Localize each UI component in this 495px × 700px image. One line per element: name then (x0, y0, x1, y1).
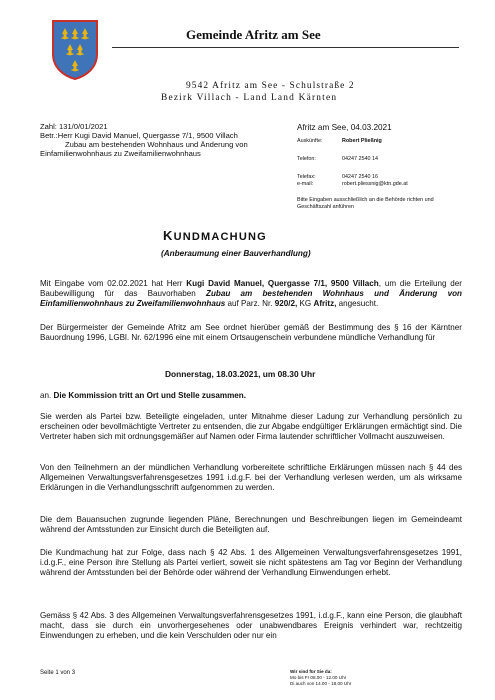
text: auf Parz. Nr. (225, 299, 275, 308)
subject-line-3: Einfamilienwohnhaus zu Zweifamilienwohnhaus (40, 149, 201, 158)
heading-initial: K (163, 228, 174, 243)
contact-label: Telefax: (297, 174, 316, 180)
office-hours-weekdays: Mo bis Fr 08.00 - 12.00 Uhr (290, 675, 347, 680)
office-hours (290, 669, 351, 687)
district-line: Bezirk Villach - Land Land Kärnten (161, 93, 338, 103)
contact-value: 04247 2540 14 (342, 156, 378, 162)
paragraph-consequence: Die Kundmachung hat zur Folge, dass nach § 42 Abs. 1 des Allgemeinen Verwaltungsverfahrensgesetzes 1991, i.d.g.F., eine Person ihre Stellung als Partei verliert, soweit sie nicht spätestens am Tag vor Beginn der Verhandlung während der Amtsstunden bei der Behörde oder während der Verhandlung Einwendungen erhebt. (40, 548, 462, 577)
text: , um die Erteilung der Baubewilligung für das Bauvorhaben (40, 279, 463, 298)
paragraph-application (40, 279, 462, 309)
municipal-crest-icon (52, 20, 98, 80)
subject-block (40, 131, 292, 158)
municipality-title: Gemeinde Afritz am See (186, 27, 321, 42)
subject-line-1: Betr.:Herr Kugi David Manuel, Quergasse 7/1, 9500 Villach (40, 131, 238, 140)
commission-notice: Die Kommission tritt an Ort und Stelle zusammen. (53, 391, 246, 400)
reference-number: Zahl: 131/0/01/2021 (40, 122, 108, 131)
document-subheading: (Anberaumung einer Bauverhandlung) (161, 249, 311, 258)
place-date: Afritz am See, 04.03.2021 (297, 123, 392, 132)
heading-rest: UNDMACHUNG (173, 231, 267, 243)
header-rule (112, 47, 459, 48)
paragraph-invitation: Sie werden als Partei bzw. Beteiligte eingeladen, unter Mitnahme dieser Ladung zur Verhandlung persönlich zu erscheinen oder bevollmächtigte Vertreter zu entsenden, die zur Abgabe endgültiger Erklärungen ermächtigt sind. Die Vertreter haben sich mit ordnungsgemäßer auf Namen oder Firma lautender schriftlicher Vollmacht auszuweisen. (40, 412, 462, 441)
subject-line-2: Zubau am bestehenden Wohnhaus und Änderung von (65, 140, 248, 149)
contact-label: e-mail: (297, 181, 314, 187)
page-number: Seite 1 von 3 (40, 670, 76, 676)
text: KG (297, 299, 314, 308)
office-hours-title: Wir sind für Sie da: (290, 669, 332, 674)
contact-label: Auskünfte: (297, 138, 323, 144)
text: angesucht. (336, 299, 379, 308)
address-line: 9542 Afritz am See - Schulstraße 2 (186, 81, 355, 91)
contact-value: Robert Pließnig (342, 138, 382, 144)
submission-note: Bitte Eingaben ausschließlich an die Behörde richten und Geschäftszahl anführen (297, 197, 434, 210)
contact-value: 04247 2540 16 (342, 174, 378, 180)
office-hours-tuesday: Di auch von 14.00 - 18.00 Uhr (290, 681, 352, 686)
cadastral-community: Afritz, (313, 299, 337, 308)
text: an. (40, 391, 54, 400)
paragraph-declarations: Von den Teilnehmern an der mündlichen Verhandlung vorbereitete schriftliche Erklärungen müssen nach § 44 des Allgemeinen Verwaltungsverfahrensgesetzes 1991 i.d.g.F. bei der Verhandlung verlesen werden, um als wirksame Erklärungen in die Verhandlungsschrift aufgenommen zu werden. (40, 463, 462, 492)
email-link[interactable]: robert.pliessnig@ktn.gde.at (342, 181, 408, 187)
meeting-datetime: Donnerstag, 18.03.2021, um 08.30 Uhr (165, 369, 316, 379)
paragraph-plans: Die dem Bauansuchen zugrunde liegenden Pläne, Berechnungen und Beschreibungen liegen im Gemeindeamt während der Amtsstunden zur Einsicht durch die Beteiligten auf. (40, 515, 462, 534)
parcel-number: 920/2, (274, 299, 298, 308)
text: Mit Eingabe vom 02.02.2021 hat Herr (40, 279, 187, 288)
document-heading (163, 228, 267, 243)
contact-label: Telefon: (297, 156, 316, 162)
applicant-name: Kugi David Manuel, Quergasse 7/1, 9500 Villach (186, 279, 379, 288)
onsite-line (40, 391, 246, 400)
paragraph-ordinance: Der Bürgermeister der Gemeinde Afritz am See ordnet hierüber gemäß der Bestimmung des § 16 der Kärntner Bauordnung 1996, LGBl. Nr. 62/1996 eine mit einem Ortsaugenschein verbundene mündliche Verhandlung für (40, 323, 462, 342)
project-title: Zubau am bestehenden Wohnhaus und Änderung von Einfamilienwohnhaus zu Zweifamilienwohnhaus (40, 289, 463, 308)
paragraph-exception: Gemäss § 42 Abs. 3 des Allgemeinen Verwaltungsverfahrensgesetzes 1991, i.d.g.F., kann eine Person, die glaubhaft macht, dass sie durch ein unvorhergesehenes oder unabwendbares Ereignis verhindert war, rechtzeitig Einwendungen zu erheben, und die kein Verschulden oder nur ein (40, 611, 462, 640)
